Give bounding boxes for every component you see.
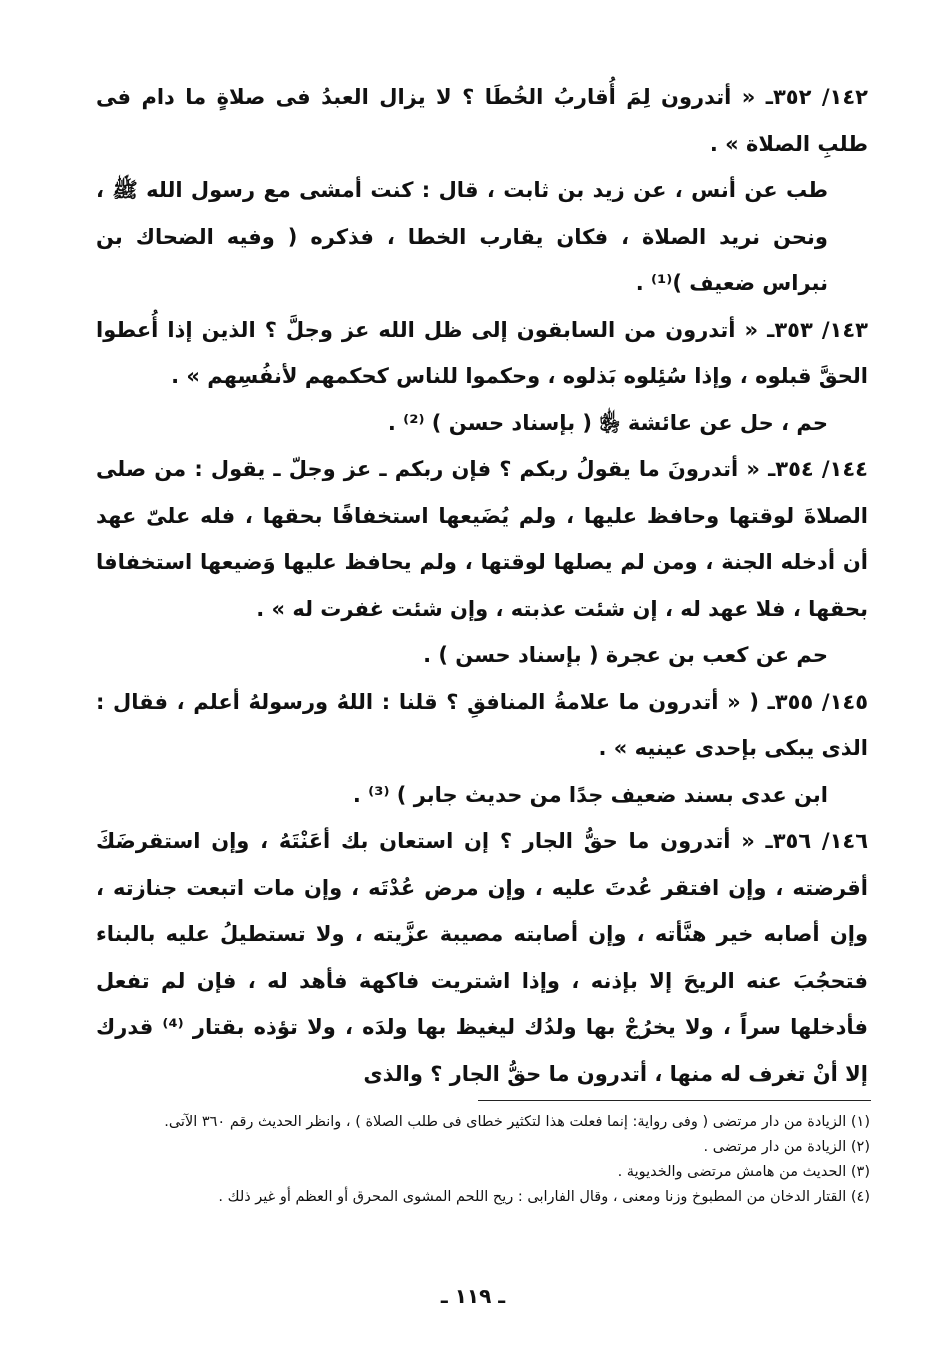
source-142: طب عن أنس ، عن زيد بن ثابت ، قال : كنت أمشى مع رسول الله ﷺ ، ونحن نريد الصلاة ، فكان يقارب الخطا ، فذكره ( وفيه الضحاك بن نبراس ضعيف )⁽¹⁾ . — [96, 178, 828, 295]
hadith-144: ١٤٤/ ٣٥٤ـ « أتدرونَ ما يقولُ ربكم ؟ فإن ربكم ـ عز وجلّ ـ يقول : من صلى الصلاةَ لوقتها وحافظ عليها ، ولم يُضَيعها استخفافًا بحقها ، فله علىّ عهد أن أدخله الجنة ، ومن لم يصلها لوقتها ، ولم يحافظ عليها وَضيعها استخفافا بحقها ، فلا عهد له ، إن شئت عذبته ، وإن شئت غفرت له » . — [96, 457, 868, 621]
source-145: ابن عدى بسند ضعيف جدًا من حديث جابر ) ⁽³⁾ . — [352, 782, 828, 807]
source-144: حم عن كعب بن عجرة ( بإسناد حسن ) . — [423, 643, 828, 667]
hadith-143: ١٤٣/ ٣٥٣ـ « أتدرون من السابقون إلى ظل الله عز وجلَّ ؟ الذين إذا أُعطوا الحقَّ قبلوه ، وإذا سُئِلوه بَذلوه ، وحكموا للناس كحكمهم لأنفُسِهم » . — [96, 317, 868, 388]
main-text — [96, 74, 868, 1097]
footnote-3: (٣) الحديث من هامش مرتضى والخديوية . — [617, 1164, 870, 1180]
hadith-145: ١٤٥/ ٣٥٥ـ ( « أتدرون ما علامةُ المنافقِ ؟ قلنا : اللهُ ورسولهُ أعلم ، فقال : الذى يبكى بإحدى عينيه » . — [96, 689, 869, 760]
source-143: حم ، حل عن عائشة ﵂ ( بإسناد حسن ) ⁽²⁾ . — [387, 410, 828, 435]
hadith-146: ١٤٦/ ٣٥٦ـ « أتدرون ما حقُّ الجار ؟ إن استعان بك أعَنْتَهُ ، وإن استقرضَكَ أقرضته ، وإن افتقر عُدتَ عليه ، وإن مرض عُدْتَه ، وإن مات اتبعت جنازته ، وإن أصابه خير هنَّأته ، وإن أصابته مصيبة عزَّيته ، ولا تستطيلُ عليه بالبناء فتحجُبَ عنه الريحَ إلا بإذنه ، وإذا اشتريت فاكهة فأهد له ، فإن لم تفعل فأدخلها سراً ، ولا يخرُجْ بها ولدُك ليغيظ بها ولدَه ، ولا تؤذه بقتار ⁽⁴⁾ قدرك إلا أنْ تغرف له منها ، أتدرون ما حقُّ الجار ؟ والذى — [96, 829, 869, 1086]
page-number: ـ ١١٩ ـ — [440, 1284, 506, 1308]
footnote-2: (٢) الزيادة من دار مرتضى . — [703, 1139, 870, 1155]
footnote-4: (٤) القتار الدخان من المطبوخ وزنا ومعنى ، وقال الفارابى : ريح اللحم المشوى المحرق أو العظم أو غير ذلك . — [218, 1189, 870, 1205]
footnote-1: (١) الزيادة من دار مرتضى ( وفى رواية: إنما فعلت هذا لتكثير خطاى فى طلب الصلاة ) ، وانظر الحديث رقم ٣٦٠ الآتى. — [164, 1114, 870, 1130]
footnote-divider — [478, 1100, 871, 1101]
hadith-142: ١٤٢/ ٣٥٢ـ « أتدرون لِمَ أُقاربُ الخُطَا ؟ لا يزال العبدُ فى صلاةٍ ما دام فى طلبِ الصلاة » . — [96, 85, 868, 156]
footnotes — [96, 1110, 870, 1210]
